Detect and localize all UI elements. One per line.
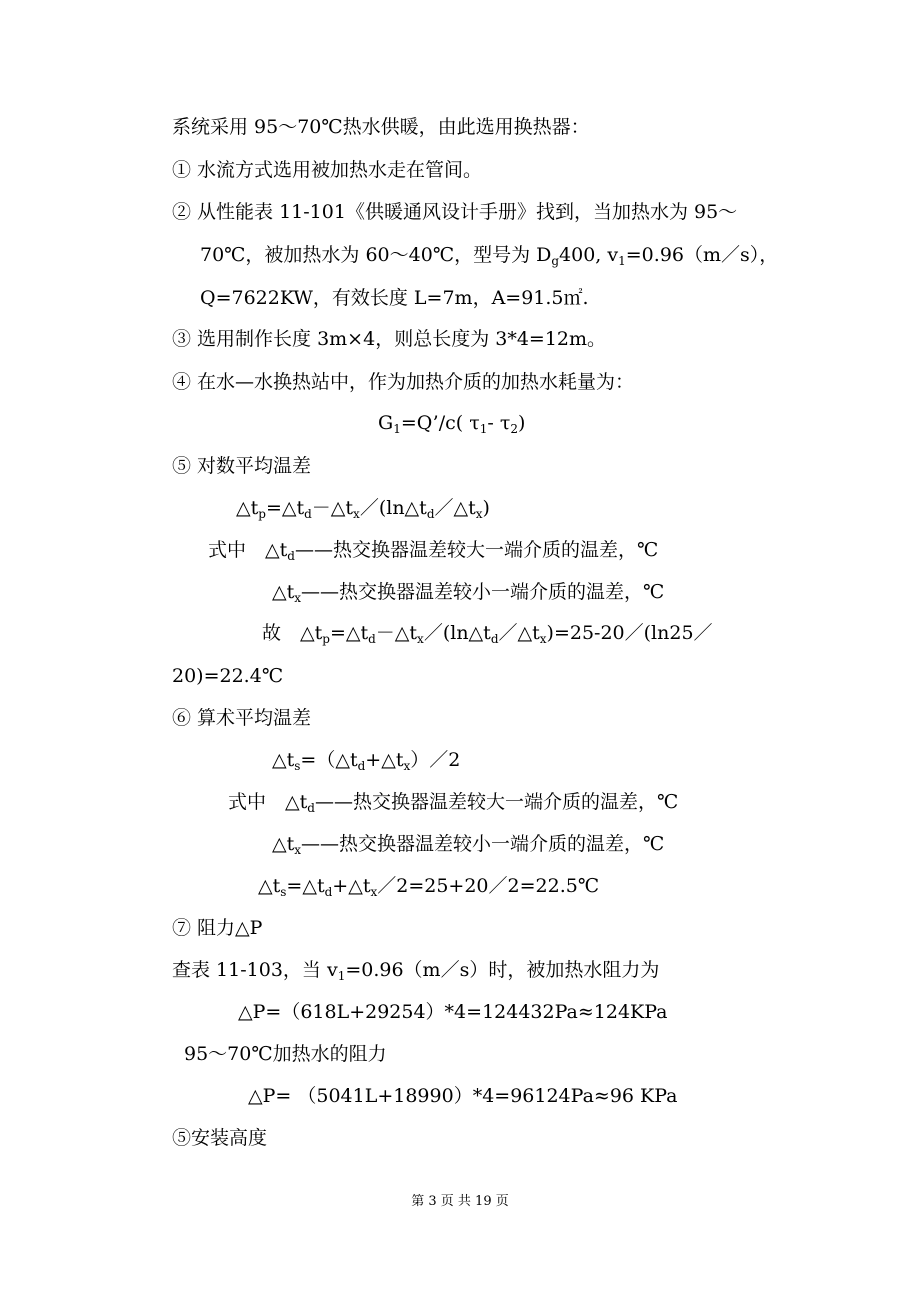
- item-7-resistance-heading: ⑦ 阻力△P: [172, 917, 263, 939]
- item-2-performance-table: ② 从性能表 11-101《供暖通风设计手册》找到，当加热水为 95～: [172, 201, 738, 223]
- item-install-height-heading: ⑤安装高度: [172, 1127, 268, 1149]
- definition-tx-2: $\triangle t_x——$热交换器温差较小一端介质的温差，℃: [272, 833, 665, 857]
- item-4-water-consumption: ④ 在水—水换热站中，作为加热介质的加热水耗量为：: [172, 371, 635, 393]
- formula-log-mean: $\triangle t_p=\triangle t_d-\triangle t_x/(\ln\triangle t_d/\triangle t_x)$: [236, 497, 490, 521]
- definition-tx: $\triangle t_x——$热交换器温差较小一端介质的温差，℃: [272, 581, 665, 605]
- log-mean-result-cont: 20)=22.4℃: [172, 665, 284, 687]
- intro-line: 系统采用 95～70℃热水供暖，由此选用换热器：: [172, 116, 590, 138]
- log-mean-result: 故 $\triangle t_p=\triangle t_d-\triangle t_x/(\ln\triangle t_d/\triangle t_x)=25-20/(\ln 25/$: [262, 622, 713, 646]
- page-number-footer: 第 3 页 共 19 页: [411, 1194, 509, 1209]
- item-6-arith-mean-heading: ⑥ 算术平均温差: [172, 707, 312, 729]
- item-3-length: ③ 选用制作长度 3m×4，则总长度为 3*4=12m。: [172, 328, 607, 350]
- resistance-heated-water: △P=（618L+29254）*4=124432Pa≈124KPa: [238, 1001, 668, 1023]
- definition-td: 式中 $\triangle t_d——$热交换器温差较大一端介质的温差，℃: [208, 539, 659, 563]
- heating-water-resistance-label: 95～70℃加热水的阻力: [184, 1043, 387, 1065]
- arith-mean-result: $\triangle t_s=\triangle t_d+\triangle t_x/2=25+20/2=22.5℃$: [258, 875, 600, 899]
- formula-arith-mean: $\triangle t_s=(\triangle t_d+\triangle t_x)/2$: [272, 749, 461, 773]
- resistance-lookup: 查表 11-103，当 $v_1=0.96(m/s)$时，被加热水阻力为: [172, 959, 660, 983]
- item-1-water-flow: ① 水流方式选用被加热水走在管间。: [172, 159, 483, 181]
- formula-consumption: $G_1=Q’/c$( $\tau_1-$ $\tau_2$): [378, 412, 526, 436]
- resistance-heating-water: △P= （5041L+18990）*4=96124Pa≈96 KPa: [248, 1085, 678, 1107]
- item-5-log-mean-heading: ⑤ 对数平均温差: [172, 455, 312, 477]
- item-2-model-spec: 70℃，被加热水为 60～40℃，型号为 $D_g400$, $v_1=0.96(m/s)$，: [200, 244, 779, 268]
- definition-td-2: 式中 $\triangle t_d——$热交换器温差较大一端介质的温差，℃: [228, 791, 679, 815]
- item-2-capacity: Q=7622KW，有效长度 L=7m，A=91.5㎡.: [200, 287, 589, 309]
